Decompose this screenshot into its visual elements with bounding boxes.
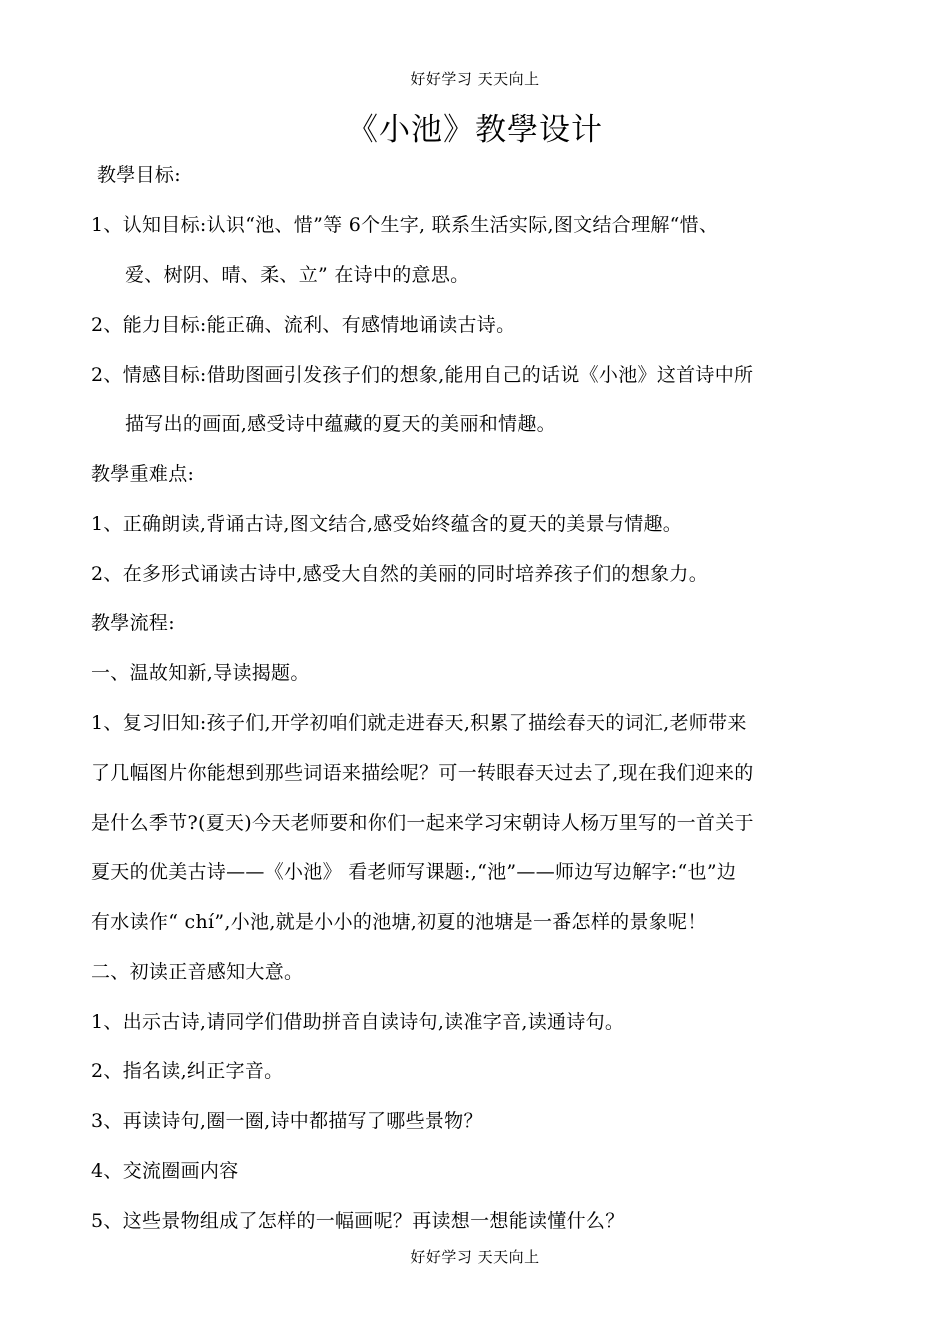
paragraph-line: 2、在多形式诵读古诗中,感受大自然的美丽的同时培养孩子们的想象力。 [91, 563, 709, 585]
paragraph-line: 3、再读诗句,圈一圈,诗中都描写了哪些景物？ [91, 1110, 483, 1132]
subsection-heading: 二、初读正音感知大意。 [91, 961, 304, 983]
section-heading-objectives: 教學目标: [97, 164, 181, 186]
paragraph-line: 1、出示古诗,请同学们借助拼音自读诗句,读准字音,读通诗句。 [91, 1011, 625, 1033]
paragraph-line: 爱、树阴、晴、柔、立” 在诗中的意思。 [125, 264, 470, 286]
subsection-heading: 一、温故知新,导读揭题。 [91, 662, 310, 684]
page-header: 好好学习 天天向上 [410, 70, 540, 88]
page-footer: 好好学习 天天向上 [410, 1248, 540, 1266]
paragraph-line: 2、能力目标:能正确、流利、有感情地诵读古诗。 [91, 314, 516, 336]
paragraph-line: 4、交流圈画内容 [91, 1160, 239, 1182]
paragraph-line: 了几幅图片你能想到那些词语来描绘呢？可一转眼春天过去了,现在我们迎来的 [91, 762, 754, 784]
paragraph-line: 描写出的画面,感受诗中蕴藏的夏天的美丽和情趣。 [125, 413, 556, 435]
document-title: 《小池》教學设计 [347, 112, 603, 148]
paragraph-line: 5、这些景物组成了怎样的一幅画呢？再读想一想能读懂什么？ [91, 1210, 625, 1232]
paragraph-line: 是什么季节?(夏天)今天老师要和你们一起来学习宋朝诗人杨万里写的一首关于 [91, 812, 754, 834]
paragraph-line: 1、认知目标:认识“池、惜”等 6个生字, 联系生活实际,图文结合理解“惜、 [91, 214, 719, 236]
paragraph-line: 2、情感目标:借助图画引发孩子们的想象,能用自己的话说《小池》这首诗中所 [91, 364, 754, 386]
paragraph-line: 1、正确朗读,背诵古诗,图文结合,感受始终蕴含的夏天的美景与情趣。 [91, 513, 683, 535]
paragraph-line: 1、复习旧知:孩子们,开学初咱们就走进春天,积累了描绘春天的词汇,老师带来 [91, 712, 747, 734]
paragraph-line: 有水读作“ chí”,小池,就是小小的池塘,初夏的池塘是一番怎样的景象呢！ [91, 911, 707, 933]
paragraph-line: 2、指名读,纠正字音。 [91, 1060, 284, 1082]
paragraph-line: 夏天的优美古诗——《小池》 看老师写课题:,“池”——师边写边解字:“也”边 [91, 861, 737, 883]
section-heading-key-points: 教學重难点: [91, 463, 195, 485]
section-heading-process: 教學流程: [91, 612, 175, 634]
